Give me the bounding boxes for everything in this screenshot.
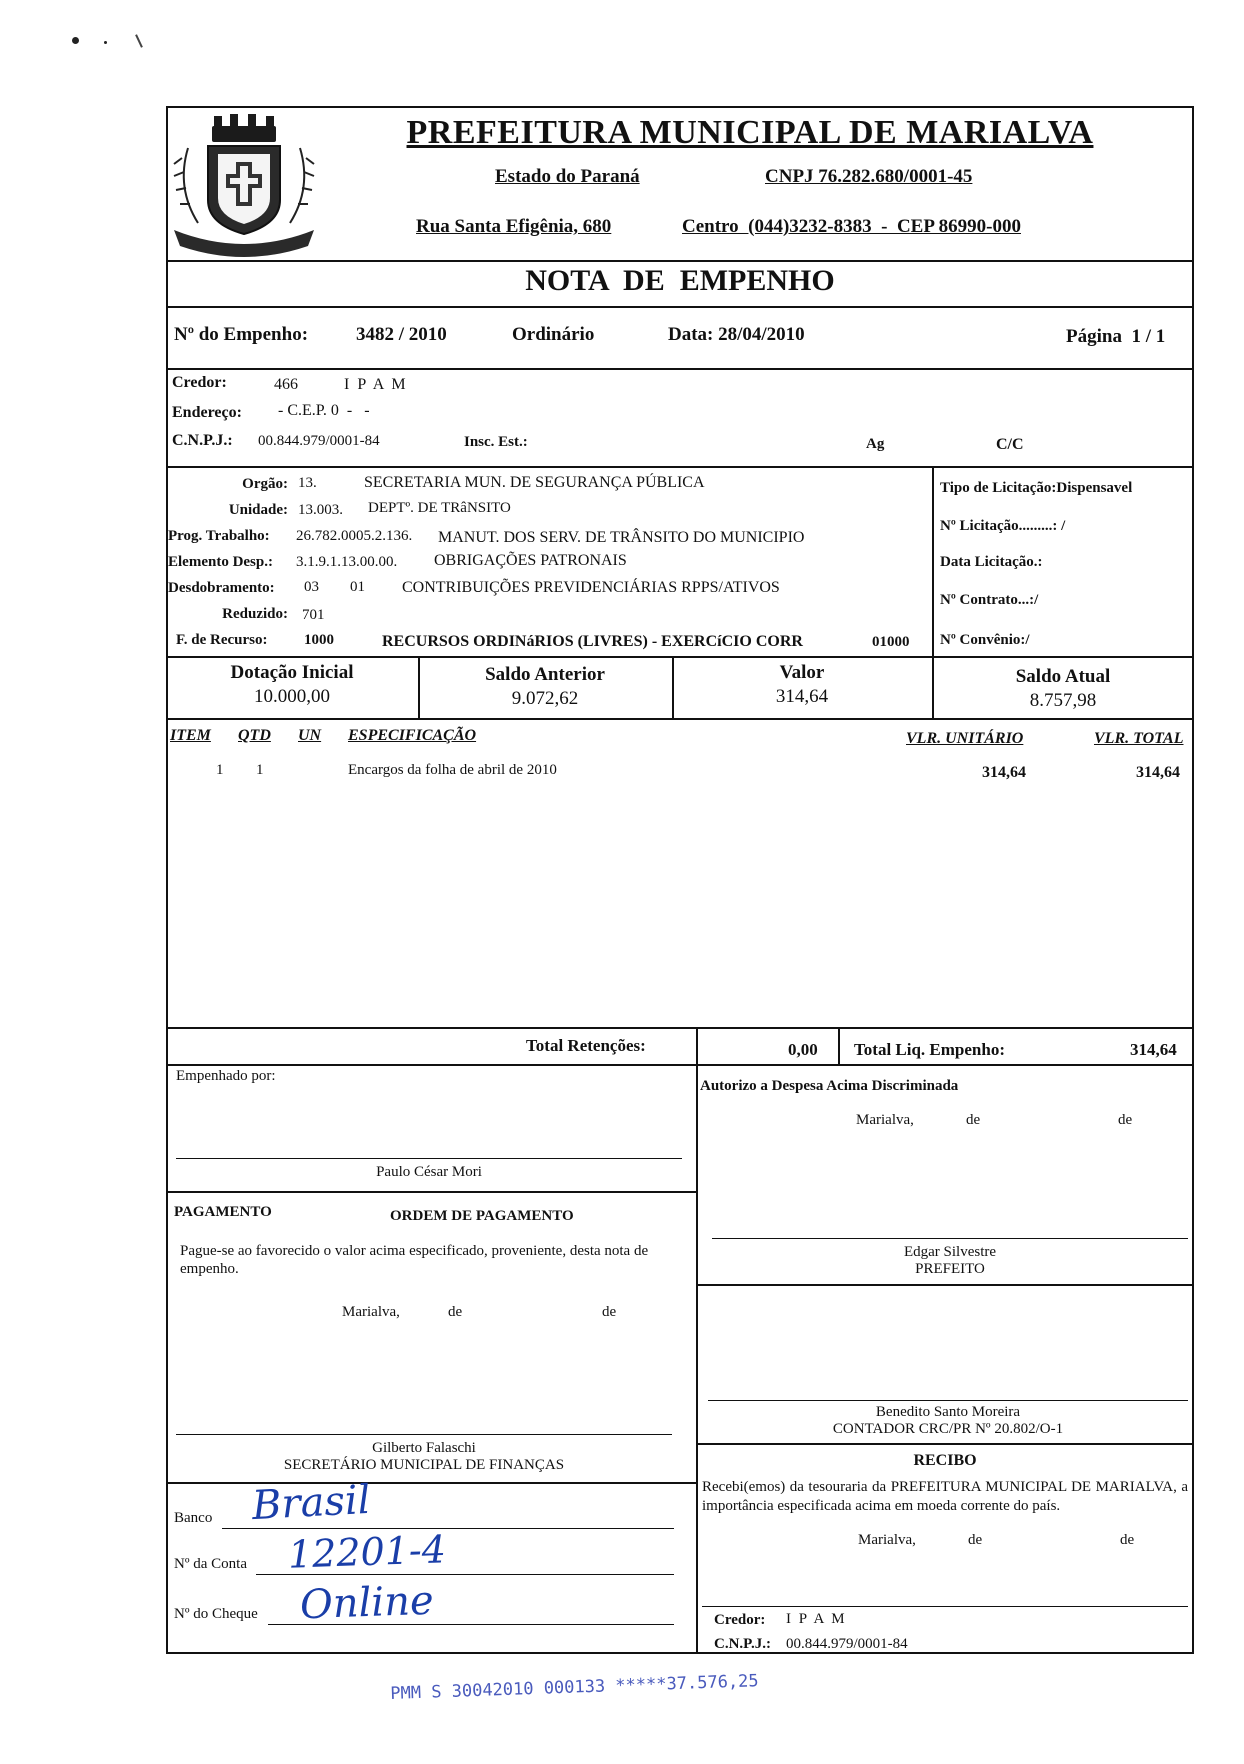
- street-address: Rua Santa Efigênia, 680: [416, 216, 612, 237]
- empenho-number-label: Nº do Empenho:: [174, 324, 309, 345]
- saldo-atual-value: 8.757,98: [1029, 690, 1097, 711]
- orgao-name: SECRETARIA MUN. DE SEGURANÇA PÚBLICA: [364, 474, 705, 491]
- divider: [166, 1064, 1194, 1066]
- saldo-anterior-label: Saldo Anterior: [485, 664, 605, 685]
- pagamento-label: PAGAMENTO: [174, 1204, 272, 1220]
- banco-label: Banco: [174, 1510, 213, 1526]
- item-unit-value: 314,64: [982, 764, 1026, 781]
- recurso-label: F. de Recurso:: [176, 632, 268, 648]
- scan-speck: [72, 37, 79, 44]
- autorizo-de-2: de: [1118, 1112, 1133, 1128]
- recurso-code: 1000: [304, 632, 334, 648]
- document-title: NOTA DE EMPENHO: [525, 264, 835, 297]
- divider: [696, 1443, 1194, 1445]
- credor-code: 466: [274, 376, 298, 393]
- state-name: Estado do Paraná: [495, 166, 640, 187]
- contrato-number: Nº Contrato...:/: [940, 592, 1039, 608]
- divider: [166, 656, 1194, 658]
- signature-line: [708, 1400, 1188, 1401]
- scan-speck: [104, 41, 107, 44]
- desdobramento-label: Desdobramento:: [168, 580, 275, 596]
- recibo-credor: I P A M: [786, 1611, 847, 1627]
- empenhado-name: Paulo César Mori: [376, 1164, 482, 1180]
- valor-value: 314,64: [775, 686, 829, 707]
- contador-name: Benedito Santo Moreira: [875, 1404, 1021, 1420]
- item-especificacao: Encargos da folha de abril de 2010: [348, 762, 557, 778]
- col-header-qtd: QTD: [238, 727, 271, 744]
- municipality-cnpj: CNPJ 76.282.680/0001-45: [765, 166, 973, 187]
- total-retencoes-value: 0,00: [788, 1040, 818, 1059]
- divider: [166, 1191, 696, 1193]
- autorizo-city: Marialva,: [856, 1112, 914, 1128]
- signature-line: [176, 1434, 672, 1435]
- ordem-pagamento-label: ORDEM DE PAGAMENTO: [390, 1208, 574, 1224]
- saldo-atual-label: Saldo Atual: [1015, 666, 1111, 687]
- prefeito-role: PREFEITO: [915, 1261, 985, 1277]
- prog-label: Prog. Trabalho:: [168, 528, 270, 544]
- prog-name: MANUT. DOS SERV. DE TRÂNSITO DO MUNICIPIO: [438, 529, 805, 546]
- col-header-total-value: VLR. TOTAL: [1094, 730, 1184, 747]
- autorizo-label: Autorizo a Despesa Acima Discriminada: [700, 1078, 959, 1094]
- conta-label: Nº da Conta: [174, 1556, 247, 1572]
- dotacao-value: 10.000,00: [254, 686, 330, 707]
- convenio-number: Nº Convênio:/: [940, 632, 1030, 648]
- empenho-number: 3482 / 2010: [356, 324, 447, 345]
- desdobramento-name: CONTRIBUIÇÕES PREVIDENCIÁRIAS RPPS/ATIVOS: [402, 579, 780, 596]
- empenhado-label: Empenhado por:: [176, 1068, 276, 1084]
- recibo-text: Recebi(emos) da tesouraria da PREFEITURA MUNICIPAL DE MARIALVA, a importância especificada acima em moeda corrente do país.: [702, 1479, 1188, 1514]
- cnpj-label: C.N.P.J.:: [172, 432, 233, 449]
- pagamento-city: Marialva,: [342, 1304, 400, 1320]
- prefeito-name: Edgar Silvestre: [903, 1244, 997, 1260]
- total-retencoes-label: Total Retenções:: [526, 1036, 646, 1055]
- recibo-credor-label: Credor:: [714, 1612, 766, 1628]
- col-header-unit-value: VLR. UNITÁRIO: [906, 730, 1024, 747]
- item-total-value: 314,64: [1136, 764, 1180, 781]
- divider: [166, 1482, 696, 1484]
- banco-line: [222, 1528, 674, 1529]
- banco-handwritten: Brasil: [250, 1476, 372, 1530]
- conta-handwritten: 12201-4: [287, 1527, 447, 1577]
- divider: [166, 1027, 1194, 1029]
- recibo-label: RECIBO: [913, 1452, 977, 1469]
- pagamento-text: Pague-se ao favorecido o valor acima especificado, proveniente, desta nota de empenho.: [180, 1243, 649, 1277]
- item-number: 1: [216, 762, 224, 778]
- orgao-label: Orgão:: [242, 476, 288, 492]
- cheque-handwritten: Online: [299, 1577, 435, 1629]
- empenho-type: Ordinário: [512, 324, 595, 345]
- saldo-anterior-value: 9.072,62: [511, 688, 579, 709]
- address-contact: Centro (044)3232-8383 - CEP 86990-000: [682, 216, 1021, 237]
- credor-name: I P A M: [344, 376, 408, 393]
- page-number: Página 1 / 1: [1066, 326, 1166, 347]
- municipal-crest-icon: [168, 108, 320, 258]
- credor-cnpj: 00.844.979/0001-84: [258, 433, 380, 449]
- cheque-label: Nº do Cheque: [174, 1606, 258, 1622]
- payment-stamp: PMM S 30042010 000133 *****37.576,25: [390, 1671, 759, 1704]
- divider: [696, 1284, 1194, 1286]
- divider: [166, 368, 1194, 370]
- divider: [166, 306, 1194, 308]
- divider: [838, 1027, 840, 1064]
- secretario-name: Gilberto Falaschi: [372, 1440, 476, 1456]
- col-header-item: ITEM: [170, 727, 211, 744]
- autorizo-de-1: de: [966, 1112, 981, 1128]
- credor-label: Credor:: [172, 374, 227, 391]
- scan-speck: [135, 34, 143, 48]
- pagamento-de-1: de: [448, 1304, 463, 1320]
- recibo-de-1: de: [968, 1532, 983, 1548]
- recurso-name: RECURSOS ORDINáRIOS (LIVRES) - EXERCíCIO CORR: [382, 633, 803, 650]
- agency-label: Ag: [866, 436, 885, 452]
- licitacao-number: Nº Licitação.........: /: [940, 518, 1066, 534]
- empenho-date: Data: 28/04/2010: [668, 324, 805, 345]
- recurso-code-2: 01000: [872, 634, 910, 650]
- col-header-especificacao: ESPECIFICAÇÃO: [348, 727, 477, 744]
- total-liquido-label: Total Liq. Empenho:: [854, 1040, 1005, 1059]
- signature-line: [712, 1238, 1188, 1239]
- signature-line: [176, 1158, 682, 1159]
- recibo-cnpj: 00.844.979/0001-84: [786, 1636, 908, 1652]
- dotacao-label: Dotação Inicial: [230, 662, 354, 683]
- divider: [166, 718, 1194, 720]
- secretario-role: SECRETÁRIO MUNICIPAL DE FINANÇAS: [283, 1457, 565, 1473]
- unidade-name: DEPTº. DE TRâNSITO: [368, 500, 511, 516]
- divider: [166, 466, 1194, 468]
- address-label: Endereço:: [172, 404, 242, 421]
- divider: [696, 1027, 698, 1654]
- divider: [166, 260, 1194, 262]
- col-header-un: UN: [298, 727, 322, 744]
- desdobramento-code-2: 01: [350, 579, 365, 595]
- unidade-label: Unidade:: [228, 502, 288, 518]
- item-qtd: 1: [256, 762, 264, 778]
- reduzido-code: 701: [302, 607, 325, 623]
- licitacao-type: Tipo de Licitação:Dispensavel: [940, 480, 1133, 496]
- reduzido-label: Reduzido:: [222, 606, 288, 622]
- signature-line: [702, 1606, 1188, 1607]
- pagamento-de-2: de: [602, 1304, 617, 1320]
- valor-label: Valor: [779, 662, 825, 683]
- total-liquido-value: 314,64: [1130, 1040, 1177, 1059]
- contador-role: CONTADOR CRC/PR Nº 20.802/O-1: [832, 1421, 1064, 1437]
- account-label: C/C: [996, 436, 1024, 453]
- desdobramento-code-1: 03: [304, 579, 319, 595]
- elemento-label: Elemento Desp.:: [168, 554, 273, 570]
- recibo-de-2: de: [1120, 1532, 1135, 1548]
- municipality-title: PREFEITURA MUNICIPAL DE MARIALVA: [406, 114, 1094, 151]
- prog-code: 26.782.0005.2.136.: [296, 528, 413, 544]
- orgao-code: 13.: [298, 475, 317, 491]
- credor-address: - C.E.P. 0 - -: [278, 402, 370, 419]
- insc-est-label: Insc. Est.:: [464, 434, 528, 450]
- elemento-name: OBRIGAÇÕES PATRONAIS: [434, 552, 627, 569]
- elemento-code: 3.1.9.1.13.00.00.: [296, 554, 398, 570]
- recibo-cnpj-label: C.N.P.J.:: [714, 1636, 771, 1652]
- licitacao-date: Data Licitação.:: [940, 554, 1043, 570]
- unidade-code: 13.003.: [298, 502, 343, 518]
- recibo-city: Marialva,: [858, 1532, 916, 1548]
